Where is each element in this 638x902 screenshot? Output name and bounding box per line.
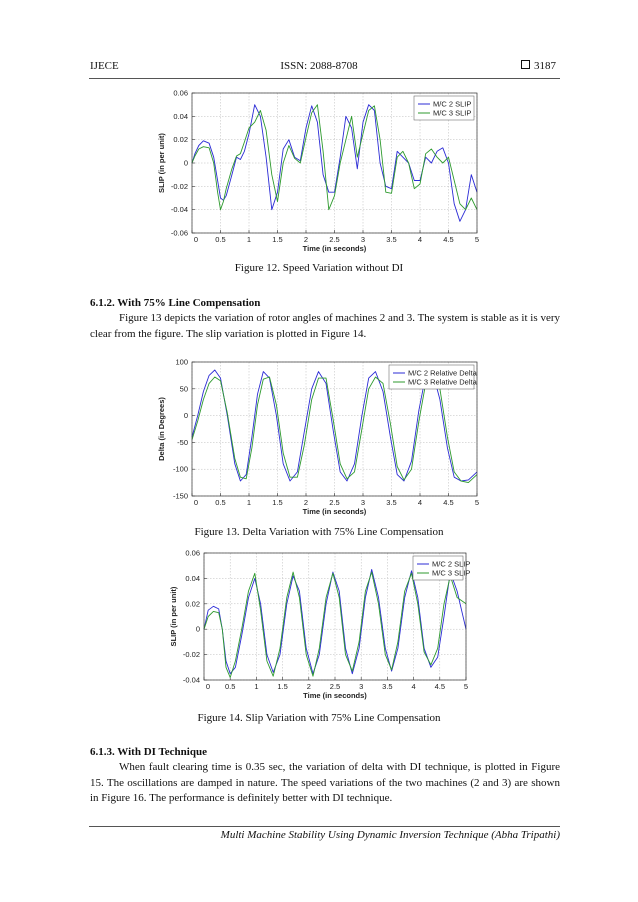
page-number-group bbox=[521, 60, 556, 72]
x-tick-label: 4.5 bbox=[443, 235, 454, 244]
y-tick-label: 0.02 bbox=[185, 599, 200, 609]
section-6-1-2-heading: 6.1.2. With 75% Line Compensation bbox=[90, 297, 261, 309]
section-6-1-2-paragraph bbox=[90, 311, 560, 342]
legend-entry: M/C 3 SLIP bbox=[433, 108, 472, 118]
y-tick-label: -0.02 bbox=[182, 650, 200, 660]
y-axis-label: Delta (in Degrees) bbox=[157, 397, 166, 461]
y-tick-label: 0.04 bbox=[185, 573, 200, 583]
x-tick-label: 1.5 bbox=[272, 498, 283, 507]
x-tick-label: 0 bbox=[205, 682, 211, 691]
section-6-1-2-text: Figure 13 depicts the variation of rotor angles of machines 2 and 3. The system is stable as it is very clear from the figure. The slip variation is plotted in Figure 14. bbox=[90, 312, 560, 340]
x-tick-label: 3 bbox=[359, 682, 364, 691]
section-6-1-3-paragraph bbox=[90, 760, 560, 807]
x-tick-label: 1 bbox=[246, 235, 252, 244]
y-axis-label: SLIP (in per unit) bbox=[157, 133, 166, 193]
y-tick-label: 0 bbox=[195, 624, 200, 634]
legend-entry: M/C 2 SLIP bbox=[432, 559, 471, 569]
y-tick-label: -150 bbox=[172, 491, 188, 501]
legend-entry: M/C 3 Relative Delta bbox=[408, 377, 477, 387]
y-axis-label: SLIP (in per unit) bbox=[169, 586, 178, 647]
y-tick-label: 0.02 bbox=[173, 135, 188, 145]
figure-13-chart bbox=[157, 355, 490, 517]
y-tick-label: -0.04 bbox=[182, 675, 200, 685]
x-tick-label: 0 bbox=[193, 498, 199, 507]
y-tick-label: -100 bbox=[172, 464, 188, 474]
x-tick-label: 2.5 bbox=[329, 682, 341, 691]
issn: ISSN: 2088-8708 bbox=[280, 60, 358, 72]
x-tick-label: 1 bbox=[254, 682, 259, 691]
x-tick-label: 5 bbox=[474, 235, 480, 244]
x-tick-label: 4 bbox=[417, 235, 423, 244]
legend bbox=[389, 365, 478, 389]
x-axis-label: Time (in seconds) bbox=[302, 244, 367, 253]
figure-14-chart bbox=[170, 548, 475, 698]
x-tick-label: 3 bbox=[360, 235, 366, 244]
square-bullet-icon bbox=[521, 60, 530, 69]
figure-13-caption: Figure 13. Delta Variation with 75% Line Compensation bbox=[194, 526, 444, 538]
x-tick-label: 2 bbox=[303, 235, 309, 244]
y-tick-label: 0 bbox=[183, 411, 188, 421]
x-tick-label: 1 bbox=[246, 498, 252, 507]
journal-name: IJECE bbox=[90, 60, 119, 72]
footer-rule bbox=[89, 826, 560, 827]
legend bbox=[413, 556, 470, 580]
y-tick-label: -50 bbox=[177, 437, 188, 447]
y-tick-label: 0 bbox=[183, 158, 188, 168]
legend bbox=[414, 96, 474, 120]
legend-entry: M/C 3 SLIP bbox=[432, 568, 471, 578]
x-tick-label: 0 bbox=[193, 235, 199, 244]
x-tick-label: 5 bbox=[474, 498, 480, 507]
x-tick-label: 3.5 bbox=[386, 235, 397, 244]
section-6-1-3-heading: 6.1.3. With DI Technique bbox=[90, 746, 207, 758]
y-tick-label: -0.06 bbox=[170, 228, 188, 238]
y-tick-label: 50 bbox=[179, 384, 188, 394]
x-tick-label: 2 bbox=[303, 498, 309, 507]
figure-12-chart bbox=[157, 88, 490, 253]
x-tick-label: 2.5 bbox=[329, 498, 340, 507]
y-tick-label: 0.04 bbox=[173, 111, 188, 121]
y-tick-label: 100 bbox=[175, 357, 188, 367]
x-tick-label: 3 bbox=[360, 498, 366, 507]
x-axis-label: Time (in seconds) bbox=[302, 507, 367, 516]
x-tick-label: 4.5 bbox=[434, 682, 446, 691]
x-tick-label: 5 bbox=[463, 682, 469, 691]
figure-14-caption: Figure 14. Slip Variation with 75% Line Compensation bbox=[197, 712, 441, 724]
x-tick-label: 4 bbox=[417, 498, 423, 507]
section-6-1-3-text: When fault clearing time is 0.35 sec, the variation of delta with DI technique, is plotted in Figure 15. The oscillations are damped in nature. The speed variations of the two machines (2 and 3) are shown in Figure 16. The performance is definitely better with DI technique. bbox=[90, 761, 560, 804]
legend-entry: M/C 2 Relative Delta bbox=[408, 368, 477, 378]
running-footer: Multi Machine Stability Using Dynamic Inversion Technique (Abha Tripathi) bbox=[220, 829, 560, 841]
x-tick-label: 4.5 bbox=[443, 498, 454, 507]
figure-12-caption: Figure 12. Speed Variation without DI bbox=[234, 262, 404, 274]
x-tick-label: 2.5 bbox=[329, 235, 340, 244]
page-number: 3187 bbox=[534, 60, 556, 72]
y-tick-label: 0.06 bbox=[185, 548, 200, 558]
y-tick-label: -0.02 bbox=[170, 181, 188, 191]
x-tick-label: 0.5 bbox=[215, 498, 226, 507]
legend-entry: M/C 2 SLIP bbox=[433, 99, 472, 109]
x-tick-label: 0.5 bbox=[215, 235, 226, 244]
x-tick-label: 3.5 bbox=[386, 498, 397, 507]
x-tick-label: 3.5 bbox=[382, 682, 393, 691]
x-tick-label: 0.5 bbox=[224, 682, 236, 691]
x-tick-label: 1.5 bbox=[277, 682, 288, 691]
x-tick-label: 1.5 bbox=[272, 235, 283, 244]
x-tick-label: 2 bbox=[306, 682, 311, 691]
y-tick-label: -0.04 bbox=[170, 205, 188, 215]
header-rule bbox=[89, 78, 560, 79]
x-tick-label: 4 bbox=[411, 682, 416, 691]
x-axis-label: Time (in seconds) bbox=[303, 691, 367, 700]
y-tick-label: 0.06 bbox=[173, 88, 188, 98]
